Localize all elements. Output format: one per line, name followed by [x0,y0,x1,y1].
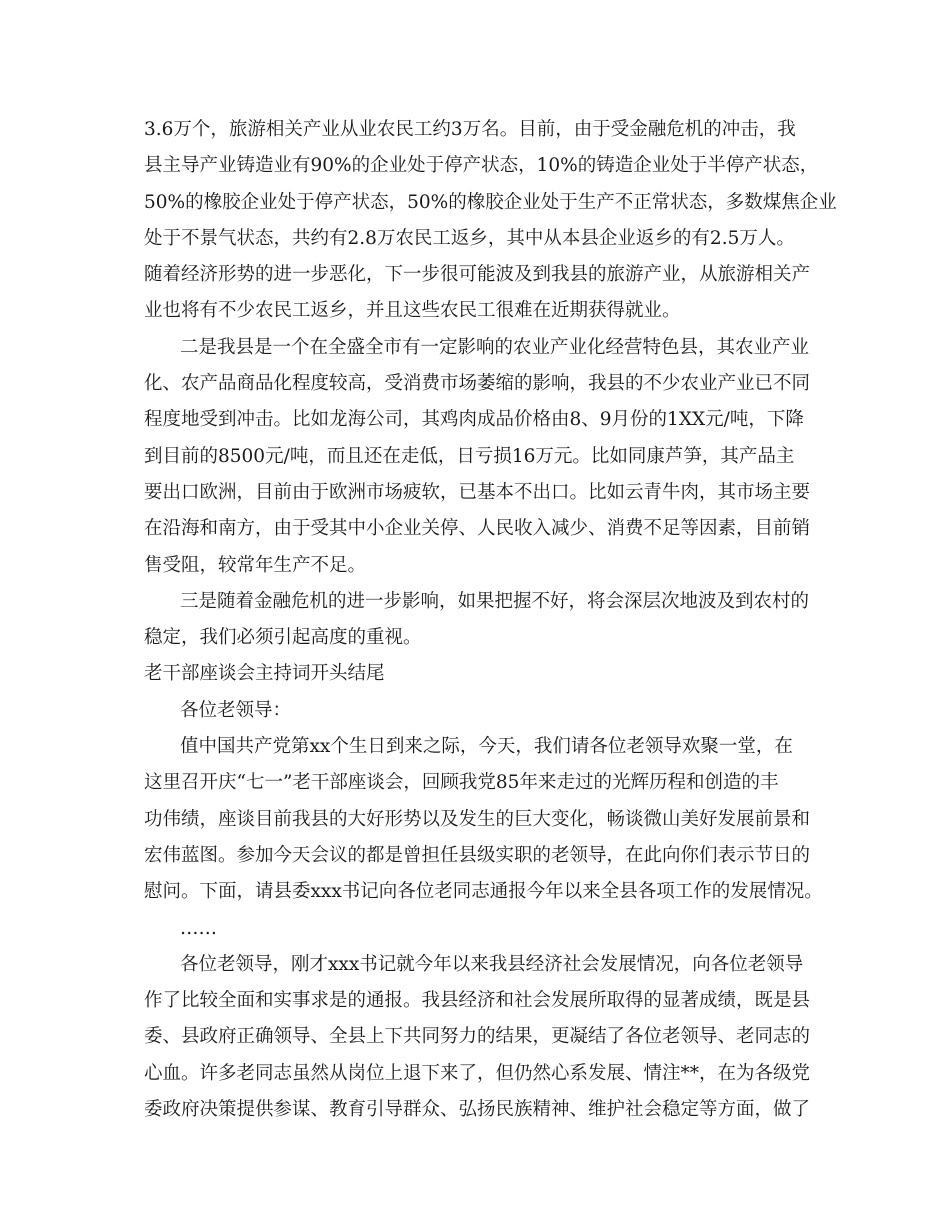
text-line: 委政府决策提供参谋、教育引导群众、弘扬民族精神、维护社会稳定等方面，做了 [144,1099,811,1121]
paragraph-first-line: 值中国共产党第xx个生日到来之际，今天，我们请各位老领导欢聚一堂，在 [180,736,793,758]
paragraph-first-line: 三是随着金融危机的进一步影响，如果把握不好，将会深层次地波及到农村的 [180,590,810,612]
text-line: 随着经济形势的进一步恶化，下一步很可能波及到我县的旅游产业，从旅游相关产 [144,264,811,286]
text-line: 这里召开庆“七一”老干部座谈会，回顾我党85年来走过的光辉历程和创造的丰 [144,772,779,794]
text-line: 售受阻，较常年生产不足。 [144,554,367,576]
text-line: 慰问。下面，请县委xxx书记向各位老同志通报今年以来全县各项工作的发展情况。 [144,881,823,903]
text-line: 业也将有不少农民工返乡，并且这些农民工很难在近期获得就业。 [144,300,681,322]
text-line: 处于不景气状态，共约有2.8万农民工返乡，其中从本县企业返乡的有2.5万人。 [144,227,795,249]
text-line: 50%的橡胶企业处于停产状态，50%的橡胶企业处于生产不正常状态，多数煤焦企业 [144,191,837,213]
paragraph-first-line: 各位老领导，刚才xxx书记就今年以来我县经济社会发展情况，向各位老领导 [180,953,804,975]
section-heading: 老干部座谈会主持词开头结尾 [144,663,385,685]
text-line: 作了比较全面和实事求是的通报。我县经济和社会发展所取得的显著成绩，既是县 [144,990,811,1012]
salutation: 各位老领导： [180,699,292,721]
text-line: 稳定，我们必须引起高度的重视。 [144,627,422,649]
text-line: 3.6万个，旅游相关产业从业农民工约3万名。目前，由于受金融危机的冲击，我 [144,119,796,140]
text-line: 宏伟蓝图。参加今天会议的都是曾担任县级实职的老领导，在此向你们表示节日的 [144,844,811,866]
text-line: 功伟绩，座谈目前我县的大好形势以及发生的巨大变化，畅谈微山美好发展前景和 [144,808,811,830]
text-line: 化、农产品商品化程度较高，受消费市场萎缩的影响，我县的不少农业产业已不同 [144,373,811,395]
paragraph-first-line: 二是我县是一个在全盛全市有一定影响的农业产业化经营特色县，其农业产业 [180,336,810,358]
text-line: 县主导产业铸造业有90%的企业处于停产状态，10%的铸造企业处于半停产状态， [144,155,819,177]
text-line: 在沿海和南方，由于受其中小企业关停、人民收入减少、消费不足等因素，目前销 [144,518,811,540]
text-line: 心血。许多老同志虽然从岗位上退下来了，但仍然心系发展、情注**，在为各级党 [144,1062,811,1084]
document-body [144,112,837,1128]
text-line: 到目前的8500元/吨，而且还在走低，日亏损16万元。比如同康芦笋，其产品主 [144,445,795,467]
ellipsis-line: …… [180,917,217,939]
text-line: 要出口欧洲，目前由于欧洲市场疲软，已基本不出口。比如云青牛肉，其市场主要 [144,481,811,503]
text-line: 程度地受到冲击。比如龙海公司，其鸡肉成品价格由8、9月份的1XX元/吨，下降 [144,409,804,431]
text-line: 委、县政府正确领导、全县上下共同努力的结果，更凝结了各位老领导、老同志的 [144,1026,811,1048]
